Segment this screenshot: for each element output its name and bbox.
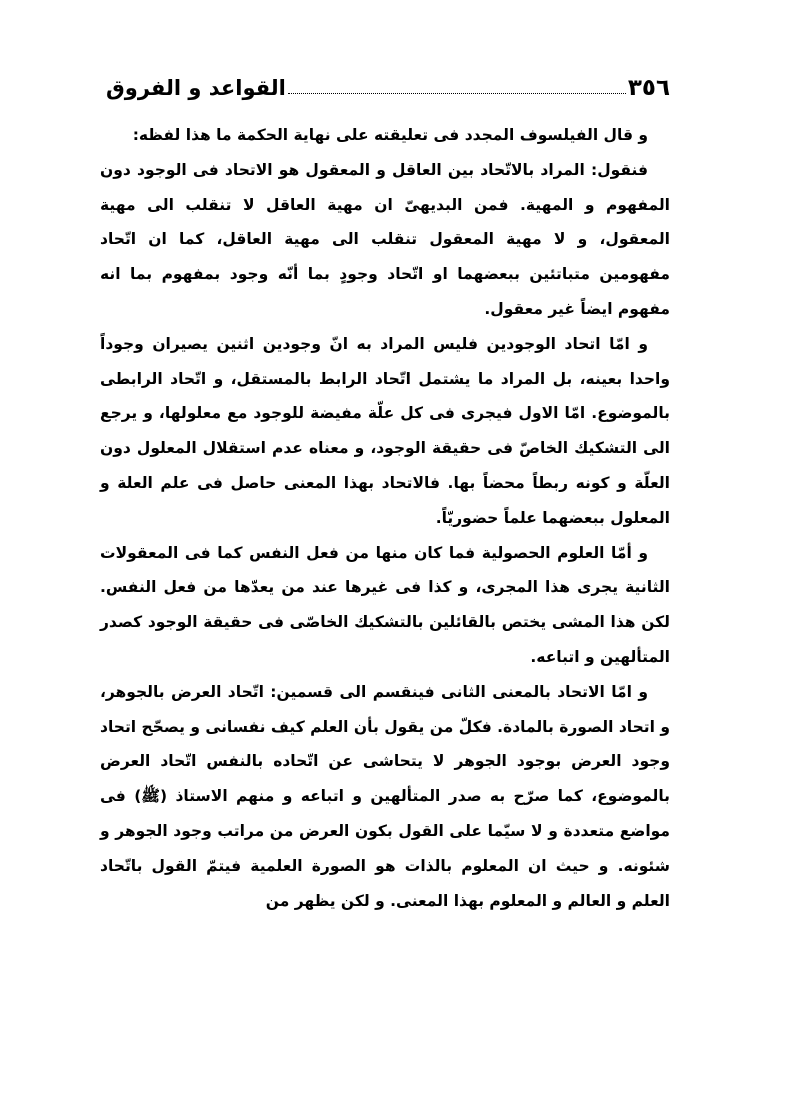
paragraph-4: و أمّا العلوم الحصولية فما كان منها من فعل النفس كما فى المعقولات الثانية يجرى هذا المجرى، و كذا فى غيرها عند من يعدّها من فعل النفس. لكن هذا المشى يختص بالقائلين بالتشكيك الخاصّى فى حقيقة الوجود كصدر المتألهين و اتباعه.: [100, 543, 670, 666]
header-title: القواعد و الفروق: [106, 76, 286, 100]
header-dot-leader: [288, 92, 626, 94]
paragraph-1: و قال الفيلسوف المجدد فى تعليقته على نهاية الحكمة ما هذا لفظه:: [132, 126, 648, 144]
running-header: [106, 66, 670, 102]
page-number: ٣٥٦: [627, 75, 670, 101]
paragraph-2: فنقول: المراد بالاتّحاد بين العاقل و المعقول هو الاتحاد فى الوجود دون المفهوم و المهية. فمن البديهىّ ان مهية العاقل لا تنقلب الى مهية المعقول، و لا مهية المعقول تنقلب الى مهية العاقل، كما ان اتّحاد مفهومين متباتئين ببعضهما او اتّحاد وجودٍ بما أنّه وجود بمفهوم بما انه مفهوم ايضاً غير معقول.: [100, 160, 670, 318]
body-text: [100, 118, 670, 918]
paragraph-3: و امّا اتحاد الوجودين فليس المراد به انّ وجودين اثنين يصيران وجوداً واحدا بعينه، بل المراد ما يشتمل اتّحاد الرابط بالمستقل، و اتّحاد الرابطى بالموضوع. امّا الاول فيجرى فى كل علّة مفيضة للوجود مع معلولها، و يرجع الى التشكيك الخاصّ فى حقيقة الوجود، و معناه عدم استقلال المعلول دون العلّة و كونه ربطاً محضاً بها. فالاتحاد بهذا المعنى حاصل فى علم العلة و المعلول ببعضهما علماً حضوريّاً.: [100, 334, 670, 527]
paragraph-5: و امّا الاتحاد بالمعنى الثانى فينقسم الى قسمين: اتّحاد العرض بالجوهر، و اتحاد الصورة بالمادة. فكلّ من يقول بأن العلم كيف نفسانى و يصحّح اتحاد وجود العرض بوجود الجوهر لا يتحاشى عن اتّحاده بالنفس اتّحاد العرض بالموضوع، كما صرّح به صدر المتألهين و اتباعه و منهم الاستاذ (ﷺ) فى مواضع متعددة و لا سيّما على القول بكون العرض من مراتب وجود الجوهر و شئونه. و حيث ان المعلوم بالذات هو الصورة العلمية فيتمّ القول باتّحاد العلم و العالم و المعلوم بهذا المعنى. و لكن يظهر من: [100, 682, 670, 910]
